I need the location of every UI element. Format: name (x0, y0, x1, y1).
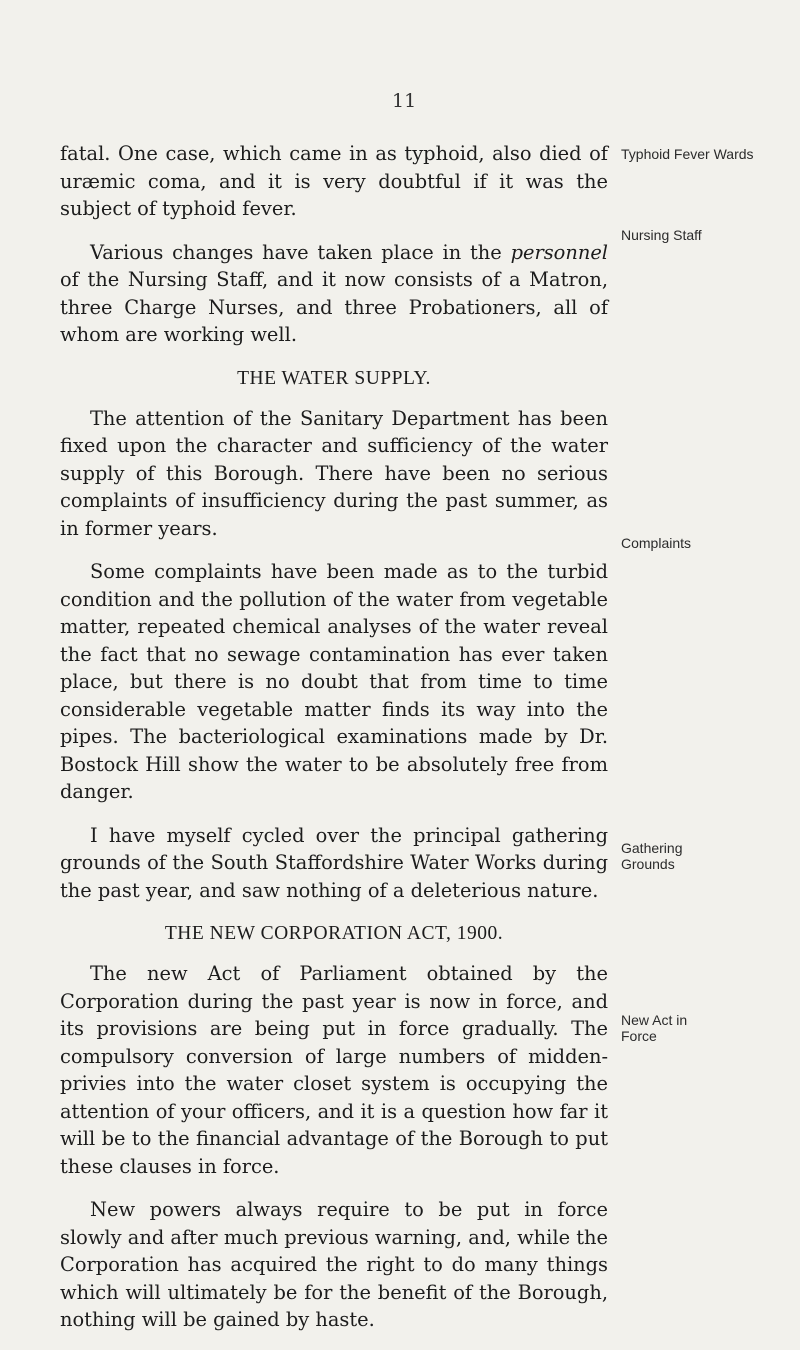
heading-corporation-act: THE NEW CORPORATION ACT, 1900. (164, 923, 504, 944)
paragraph-nursing-text-a: Various changes have taken place in the (90, 240, 511, 264)
margin-note-new-act: New Act in Force (621, 1012, 688, 1044)
margin-note-typhoid: Typhoid Fever Wards (621, 146, 754, 162)
heading-water-supply: THE WATER SUPPLY. (237, 367, 431, 389)
body-text (60, 140, 608, 1350)
personnel-italic: personnel (510, 240, 608, 264)
page-number: 11 (392, 90, 417, 112)
margin-note-nursing: Nursing Staff (621, 227, 702, 243)
paragraph-nursing-text-b: of the Nursing Staff, and it now consists of a Matron, three Charge Nurses, and three Probationers, all of whom are working well. (60, 268, 608, 346)
paragraph-complaints: Some complaints have been made as to the turbid condition and the pollution of the water from vegetable matter, repeated chemical analyses of the water reveal the fact that no sewage contamination has ever taken place, but there is no doubt that from time to time considerable vegetable matter finds its way into the pipes. The bacteriological examinations made by Dr. Bostock Hill show the water to be absolutely free from danger. (60, 560, 608, 803)
paragraph-typhoid: fatal. One case, which came in as typhoid, also died of uræmic coma, and it is very doubtful if it was the subject of typhoid fever. (60, 142, 608, 220)
paragraph-new-act: The new Act of Parliament obtained by the Corporation during the past year is now in force, and its provisions are being put in force gradually. The compulsory conversion of large numbers of midden-privies into the water closet system is occupying the attention of your officers, and it is a question how far it will be to the financial advantage of the Borough to put these clauses in force. (60, 962, 608, 1178)
paragraph-new-powers: New powers always require to be put in force slowly and after much previous warning, and, while the Corporation has acquired the right to do many things which will ultimately be for the benefit of the Borough, nothing will be gained by haste. (60, 1198, 608, 1331)
margin-note-complaints: Complaints (621, 535, 692, 551)
paragraph-water-supply: The attention of the Sanitary Department has been fixed upon the character and sufficiency of the water supply of this Borough. There have been no serious complaints of insufficiency during the past summer, as in former years. (60, 406, 608, 540)
paragraph-nursing-staff (60, 239, 608, 349)
paragraph-gathering-grounds: I have myself cycled over the principal gathering grounds of the South Staffordshire Water Works during the past year, and saw nothing of a deleterious nature. (60, 823, 608, 902)
margin-note-gathering: Gathering Grounds (621, 840, 683, 872)
